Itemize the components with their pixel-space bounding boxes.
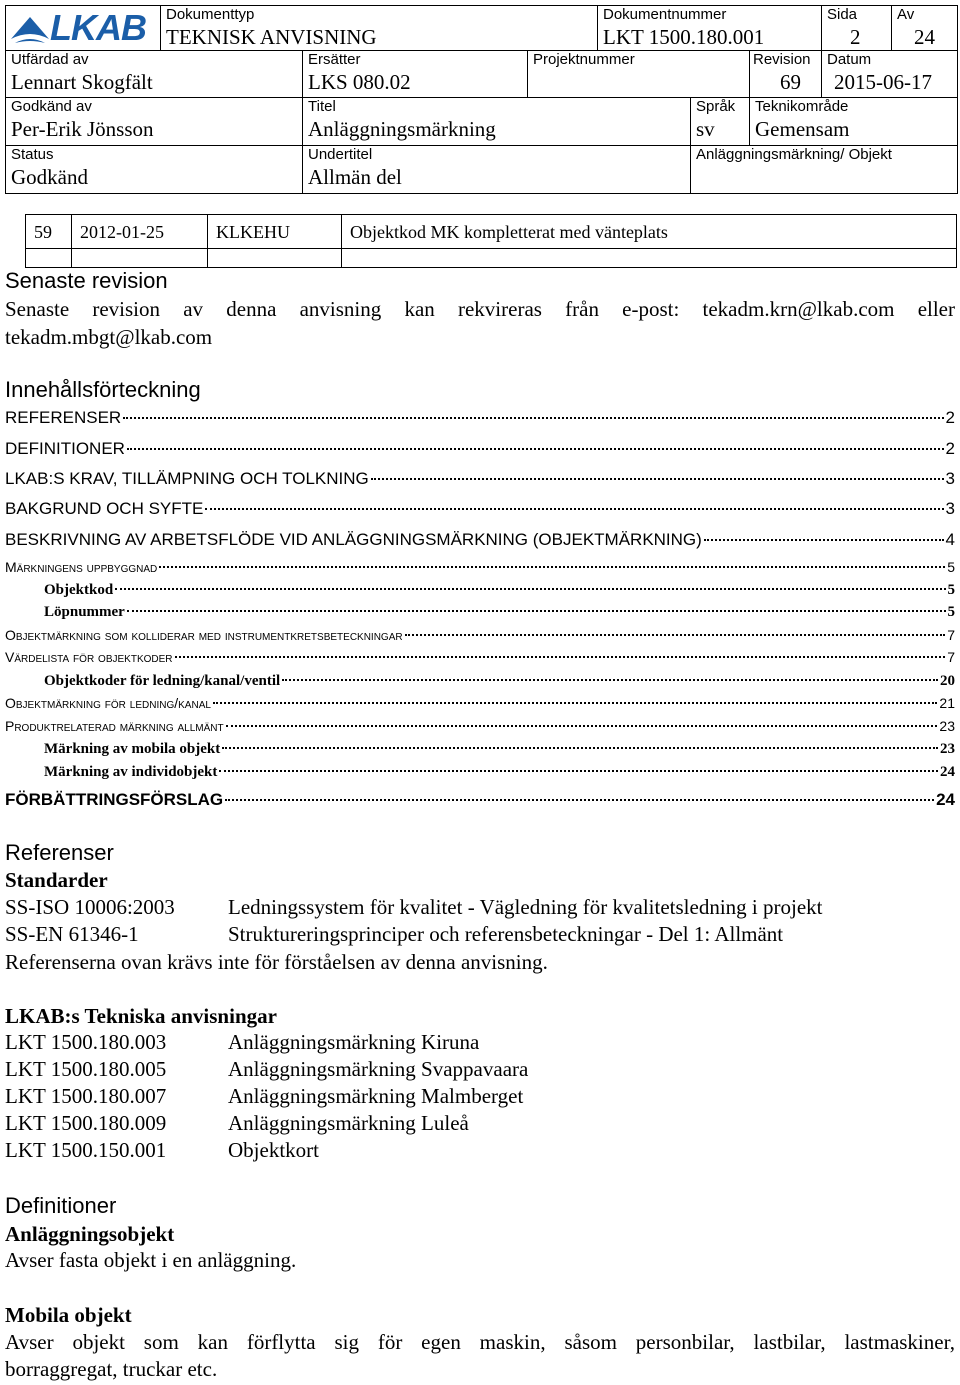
toc-entry-page: 4	[945, 530, 955, 549]
toc-entry-page: 20	[940, 673, 955, 689]
toc-entry-text: Märkning av individobjekt	[44, 764, 218, 780]
dokumenttyp-label: Dokumenttyp	[166, 6, 255, 23]
logo-text: LKAB	[50, 7, 146, 48]
standard-desc: Struktureringsprinciper och referensbeteckningar - Del 1: Allmänt	[228, 922, 784, 946]
godkand-av-value: Per-Erik Jönsson	[11, 117, 154, 141]
toc-entry[interactable]	[44, 603, 955, 622]
toc-entry[interactable]	[5, 558, 955, 577]
definitioner-heading: Definitioner	[5, 1193, 117, 1218]
referenser-note: Referenserna ovan krävs inte för förståelsen av denna anvisning.	[5, 950, 548, 974]
sprak-cell	[691, 98, 750, 146]
kategori-cell	[691, 146, 958, 194]
toc-leader	[127, 610, 946, 612]
teknikomrade-cell	[750, 98, 958, 146]
toc-entry[interactable]	[5, 529, 955, 551]
toc-entry-page: 3	[945, 469, 955, 488]
toc-leader	[225, 799, 934, 801]
toc-entry[interactable]	[44, 581, 955, 600]
status-label: Status	[11, 146, 54, 163]
sida-label: Sida	[827, 6, 858, 23]
teknikomrade-value: Gemensam	[755, 117, 850, 141]
anlaggningsobjekt-text: Avser fasta objekt i en anläggning.	[5, 1248, 297, 1272]
toc-entry[interactable]	[5, 407, 955, 429]
list-item	[5, 894, 823, 921]
standard-code: SS-ISO 10006:2003	[5, 895, 175, 919]
list-item	[5, 1137, 319, 1164]
toc-entry-page: 2	[945, 439, 955, 458]
ersatter-label: Ersätter	[308, 51, 361, 68]
toc-entry-text: Löpnummer	[44, 604, 125, 620]
projektnummer-label: Projektnummer	[533, 51, 635, 68]
anvisning-code: LKT 1500.180.005	[5, 1057, 167, 1081]
toc-leader	[371, 478, 944, 480]
dokumentnummer-value: LKT 1500.180.001	[603, 25, 765, 49]
senaste-revision-text-line2: tekadm.mbgt@lkab.com	[5, 325, 213, 349]
rev-cell-empty	[72, 249, 208, 267]
anvisning-desc: Anläggningsmärkning Luleå	[228, 1111, 469, 1135]
undertitel-value: Allmän del	[308, 165, 402, 189]
toc-leader	[159, 566, 945, 568]
mobila-objekt-text-line2: borraggregat, truckar etc.	[5, 1357, 218, 1381]
rev-date: 2012-01-25	[72, 215, 208, 248]
toc-entry-page: 3	[945, 499, 955, 518]
kategori-label: Anläggningsmärkning/ Objekt	[696, 146, 892, 163]
toc-entry[interactable]	[5, 717, 955, 736]
toc-leader	[213, 702, 937, 704]
lkab-logo-icon	[9, 9, 51, 49]
dokumentnummer-cell	[598, 6, 822, 51]
toc-entry-page: 24	[936, 790, 955, 809]
toc-entry-text: FÖRBÄTTRINGSFÖRSLAG	[5, 790, 224, 809]
av-value: 24	[914, 25, 935, 49]
toc-entry-text: LKAB:S KRAV, TILLÄMPNING OCH TOLKNING	[5, 469, 369, 488]
sprak-label: Språk	[696, 98, 736, 115]
toc-entry-page: 24	[940, 764, 955, 780]
toc-entry-text: REFERENSER	[5, 408, 122, 427]
toc-leader	[127, 448, 944, 450]
toc-entry-page: 5	[947, 604, 955, 620]
toc-entry-page: 21	[939, 695, 955, 711]
toc-entry-page: 7	[947, 649, 955, 665]
toc-entry-text: Värdelista för objektkoder	[5, 649, 173, 665]
toc-leader	[704, 539, 944, 541]
toc-entry-text: BESKRIVNING AV ARBETSFLÖDE VID ANLÄGGNINGSMÄRKNING (OBJEKTMÄRKNING)	[5, 530, 702, 549]
undertitel-label: Undertitel	[308, 146, 373, 163]
revision-table	[25, 214, 957, 268]
undertitel-cell	[303, 146, 691, 194]
toc-entry[interactable]	[5, 694, 955, 713]
datum-label: Datum	[827, 51, 872, 68]
anvisning-desc: Objektkort	[228, 1138, 319, 1162]
rev-cell-empty	[26, 249, 72, 267]
toc-entry-text: Märkning av mobila objekt	[44, 741, 221, 757]
toc-entry-page: 5	[947, 582, 955, 598]
senaste-revision-heading: Senaste revision	[5, 268, 168, 293]
teknikomrade-label: Teknikområde	[755, 98, 849, 115]
anlaggningsobjekt-heading: Anläggningsobjekt	[5, 1222, 175, 1246]
toc-entry-text: BAKGRUND OCH SYFTE	[5, 499, 204, 518]
anvisning-desc: Anläggningsmärkning Kiruna	[228, 1030, 480, 1054]
utfardad-av-label: Utfärdad av	[11, 51, 89, 68]
toc-entry[interactable]	[44, 740, 955, 759]
dokumenttyp-value: TEKNISK ANVISNING	[166, 25, 377, 49]
sida-cell	[822, 6, 892, 51]
toc-leader	[222, 747, 938, 749]
titel-value: Anläggningsmärkning	[308, 117, 496, 141]
dokumenttyp-cell	[161, 6, 598, 51]
toc-leader	[405, 634, 946, 636]
toc-entry[interactable]	[5, 498, 955, 520]
toc-entry-page: 5	[947, 559, 955, 575]
rev-number: 59	[26, 215, 72, 248]
toc-leader	[205, 508, 943, 510]
status-cell	[6, 146, 303, 194]
toc-leader	[282, 679, 938, 681]
toc-entry[interactable]	[5, 468, 955, 490]
list-item	[5, 1083, 523, 1110]
toc-entry-page: 7	[947, 627, 955, 643]
referenser-heading: Referenser	[5, 840, 114, 865]
mobila-objekt-heading: Mobila objekt	[5, 1303, 132, 1327]
toc-entry-text: Produktrelaterad märkning allmänt	[5, 718, 224, 734]
ersatter-cell	[303, 51, 528, 98]
table-row	[26, 215, 956, 249]
rev-sign: KLKEHU	[208, 215, 342, 248]
datum-value: 2015-06-17	[834, 70, 932, 94]
toc-entry-text: DEFINITIONER	[5, 439, 125, 458]
revision-value: 69	[780, 70, 801, 94]
list-item	[5, 1056, 528, 1083]
senaste-revision-text-line1: Senaste revision av denna anvisning kan rekvireras från e-post: tekadm.krn@lkab.com eller	[5, 297, 955, 321]
toc-leader	[123, 417, 943, 419]
toc-entry-text: Objektkod	[44, 582, 114, 598]
toc-entry-page: 23	[939, 718, 955, 734]
tekniska-anvisningar-heading: LKAB:s Tekniska anvisningar	[5, 1004, 277, 1028]
list-item	[5, 1110, 469, 1137]
table-row-empty	[26, 249, 956, 267]
toc-entry-text: Märkningens uppbyggnad	[5, 559, 158, 575]
toc-entry-text: Objektmärkning för ledning/kanal	[5, 695, 211, 711]
toc-entry[interactable]	[44, 672, 955, 691]
anvisning-desc: Anläggningsmärkning Svappavaara	[228, 1057, 529, 1081]
godkand-av-cell	[6, 98, 303, 146]
sprak-value: sv	[696, 117, 715, 141]
utfardad-av-value: Lennart Skogfält	[11, 70, 153, 94]
anvisning-code: LKT 1500.180.009	[5, 1111, 167, 1135]
anvisning-code: LKT 1500.180.007	[5, 1084, 167, 1108]
projektnummer-cell	[528, 51, 750, 98]
av-label: Av	[897, 6, 915, 23]
logo	[6, 6, 161, 51]
standarder-heading: Standarder	[5, 868, 108, 892]
anvisning-desc: Anläggningsmärkning Malmberget	[228, 1084, 524, 1108]
anvisning-code: LKT 1500.150.001	[5, 1138, 167, 1162]
standard-desc: Ledningssystem för kvalitet - Vägledning för kvalitetsledning i projekt	[228, 895, 823, 919]
titel-label: Titel	[308, 98, 336, 115]
standard-code: SS-EN 61346-1	[5, 922, 139, 946]
toc-entry[interactable]	[5, 626, 955, 645]
toc-entry-page: 2	[945, 408, 955, 427]
dokumentnummer-label: Dokumentnummer	[603, 6, 727, 23]
titel-cell	[303, 98, 691, 146]
godkand-av-label: Godkänd av	[11, 98, 92, 115]
rev-text: Objektkod MK kompletterat med vänteplats	[350, 222, 668, 242]
toc-heading: Innehållsförteckning	[5, 377, 201, 402]
sida-value: 2	[850, 25, 861, 49]
datum-cell	[822, 51, 958, 98]
av-cell	[892, 6, 958, 51]
ersatter-value: LKS 080.02	[308, 70, 411, 94]
rev-cell-empty	[208, 249, 342, 267]
toc-entry-text: Objektkoder för ledning/kanal/ventil	[44, 673, 281, 689]
toc-leader	[115, 588, 945, 590]
list-item	[5, 921, 783, 948]
toc-entry-page: 23	[940, 741, 955, 757]
toc-entry[interactable]	[44, 763, 955, 782]
anvisning-code: LKT 1500.180.003	[5, 1030, 167, 1054]
utfardad-av-cell	[6, 51, 303, 98]
list-item	[5, 1029, 479, 1056]
toc-entry[interactable]	[5, 438, 955, 460]
toc-leader	[175, 656, 946, 658]
toc-entry[interactable]	[5, 789, 955, 811]
toc-entry-text: Objektmärkning som kolliderar med instrumentkretsbeteckningar	[5, 627, 403, 643]
status-value: Godkänd	[11, 165, 88, 189]
toc-leader	[226, 725, 938, 727]
toc-leader	[219, 770, 938, 772]
revision-cell	[750, 51, 822, 98]
revision-label: Revision	[753, 51, 811, 68]
document-header	[5, 5, 958, 194]
mobila-objekt-text-line1: Avser objekt som kan förflytta sig för egen maskin, såsom personbilar, lastbilar, lastmaskiner,	[5, 1330, 955, 1354]
toc-entry[interactable]	[5, 648, 955, 667]
